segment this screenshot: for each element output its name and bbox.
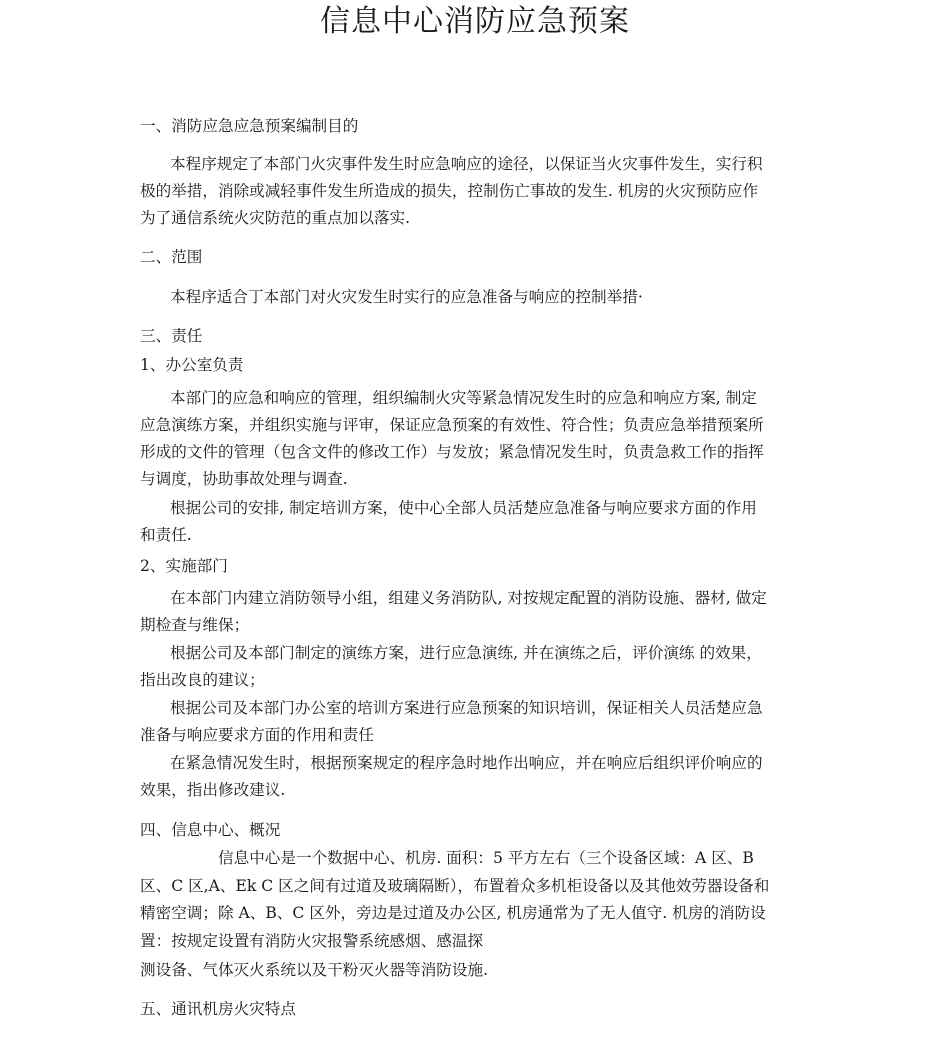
paragraph-line: 准备与响应要求方面的作用和责任 <box>140 726 374 744</box>
paragraph-line: 置：按规定设置有消防火灾报警系统感烟、感温探 <box>140 932 484 950</box>
section-heading-overview: 四、信息中心、概况 <box>140 821 281 839</box>
paragraph-line: 根据公司及本部门办公室的培训方案进行应急预案的知识培训，保证相关人员活楚应急 <box>170 699 763 717</box>
paragraph-line: 本部门的应急和响应的管理，组织编制火灾等紧急情况发生时的应急和响应方案, 制定 <box>170 389 757 407</box>
paragraph-line: 精密空调；除 A、B、C 区外，旁边是过道及办公区, 机房通常为了无人值守. 机房的消防设 <box>140 904 766 922</box>
section-heading-scope: 二、范围 <box>140 248 203 266</box>
document-title: 信息中心消防应急预案 <box>320 4 630 39</box>
paragraph-line: 应急演练方案，并组织实施与评审，保证应急预案的有效性、符合性；负责应急举措预案所 <box>140 416 764 434</box>
paragraph-line: 效果，指出修改建议. <box>140 781 286 799</box>
subsection-heading-office: 1、办公室负责 <box>140 356 244 374</box>
paragraph-line: 根据公司的安排, 制定培训方案，使中心全部人员活楚应急准备与响应要求方面的作用 <box>170 499 757 517</box>
paragraph-line: 根据公司及本部门制定的演练方案，进行应急演练, 并在演练之后，评价演练 的效果， <box>170 644 762 662</box>
paragraph-line: 在紧急情况发生时，根据预案规定的程序急时地作出响应，并在响应后组织评价响应的 <box>170 754 763 772</box>
paragraph-line: 在本部门内建立消防领导小组，组建义务消防队, 对按规定配置的消防设施、器材, 做定 <box>170 589 767 607</box>
paragraph-line: 期检查与维保； <box>140 616 250 634</box>
section-heading-fire-characteristics: 五、通讯机房火灾特点 <box>140 1000 296 1018</box>
paragraph-line: 形成的文件的管理（包含文件的修改工作）与发放；紧急情况发生时，负责急救工作的指挥 <box>140 443 764 461</box>
paragraph-line: 测设备、气体灭火系统以及干粉灭火器等消防设施. <box>140 961 489 979</box>
paragraph-line: 指出改良的建议； <box>140 671 265 689</box>
paragraph-line: 极的举措，消除或减轻事件发生所造成的损失，控制伤亡事故的发生. 机房的火灾预防应作 <box>140 182 759 200</box>
section-heading-purpose: 一、消防应急应急预案编制目的 <box>140 117 359 135</box>
paragraph-line: 本程序适合丁本部门对火灾发生时实行的应急准备与响应的控制举措· <box>170 288 643 306</box>
paragraph-line: 和责任. <box>140 526 192 544</box>
paragraph-line: 为了通信系统火灾防范的重点加以落实. <box>140 209 411 227</box>
paragraph-line: 信息中心是一个数据中心、机房. 面积：5 平方左右（三个设备区域：A 区、B <box>218 849 754 867</box>
paragraph-line: 与调度，协助事故处理与调查. <box>140 470 348 488</box>
subsection-heading-implementation: 2、实施部门 <box>140 557 228 575</box>
paragraph-line: 本程序规定了本部门火灾事件发生时应急响应的途径，以保证当火灾事件发生，实行积 <box>170 155 763 173</box>
paragraph-line: 区、C 区,A、Ek C 区之间有过道及玻璃隔断），布置着众多机柜设备以及其他效劳器设备和 <box>140 877 770 895</box>
section-heading-responsibility: 三、责任 <box>140 327 203 345</box>
